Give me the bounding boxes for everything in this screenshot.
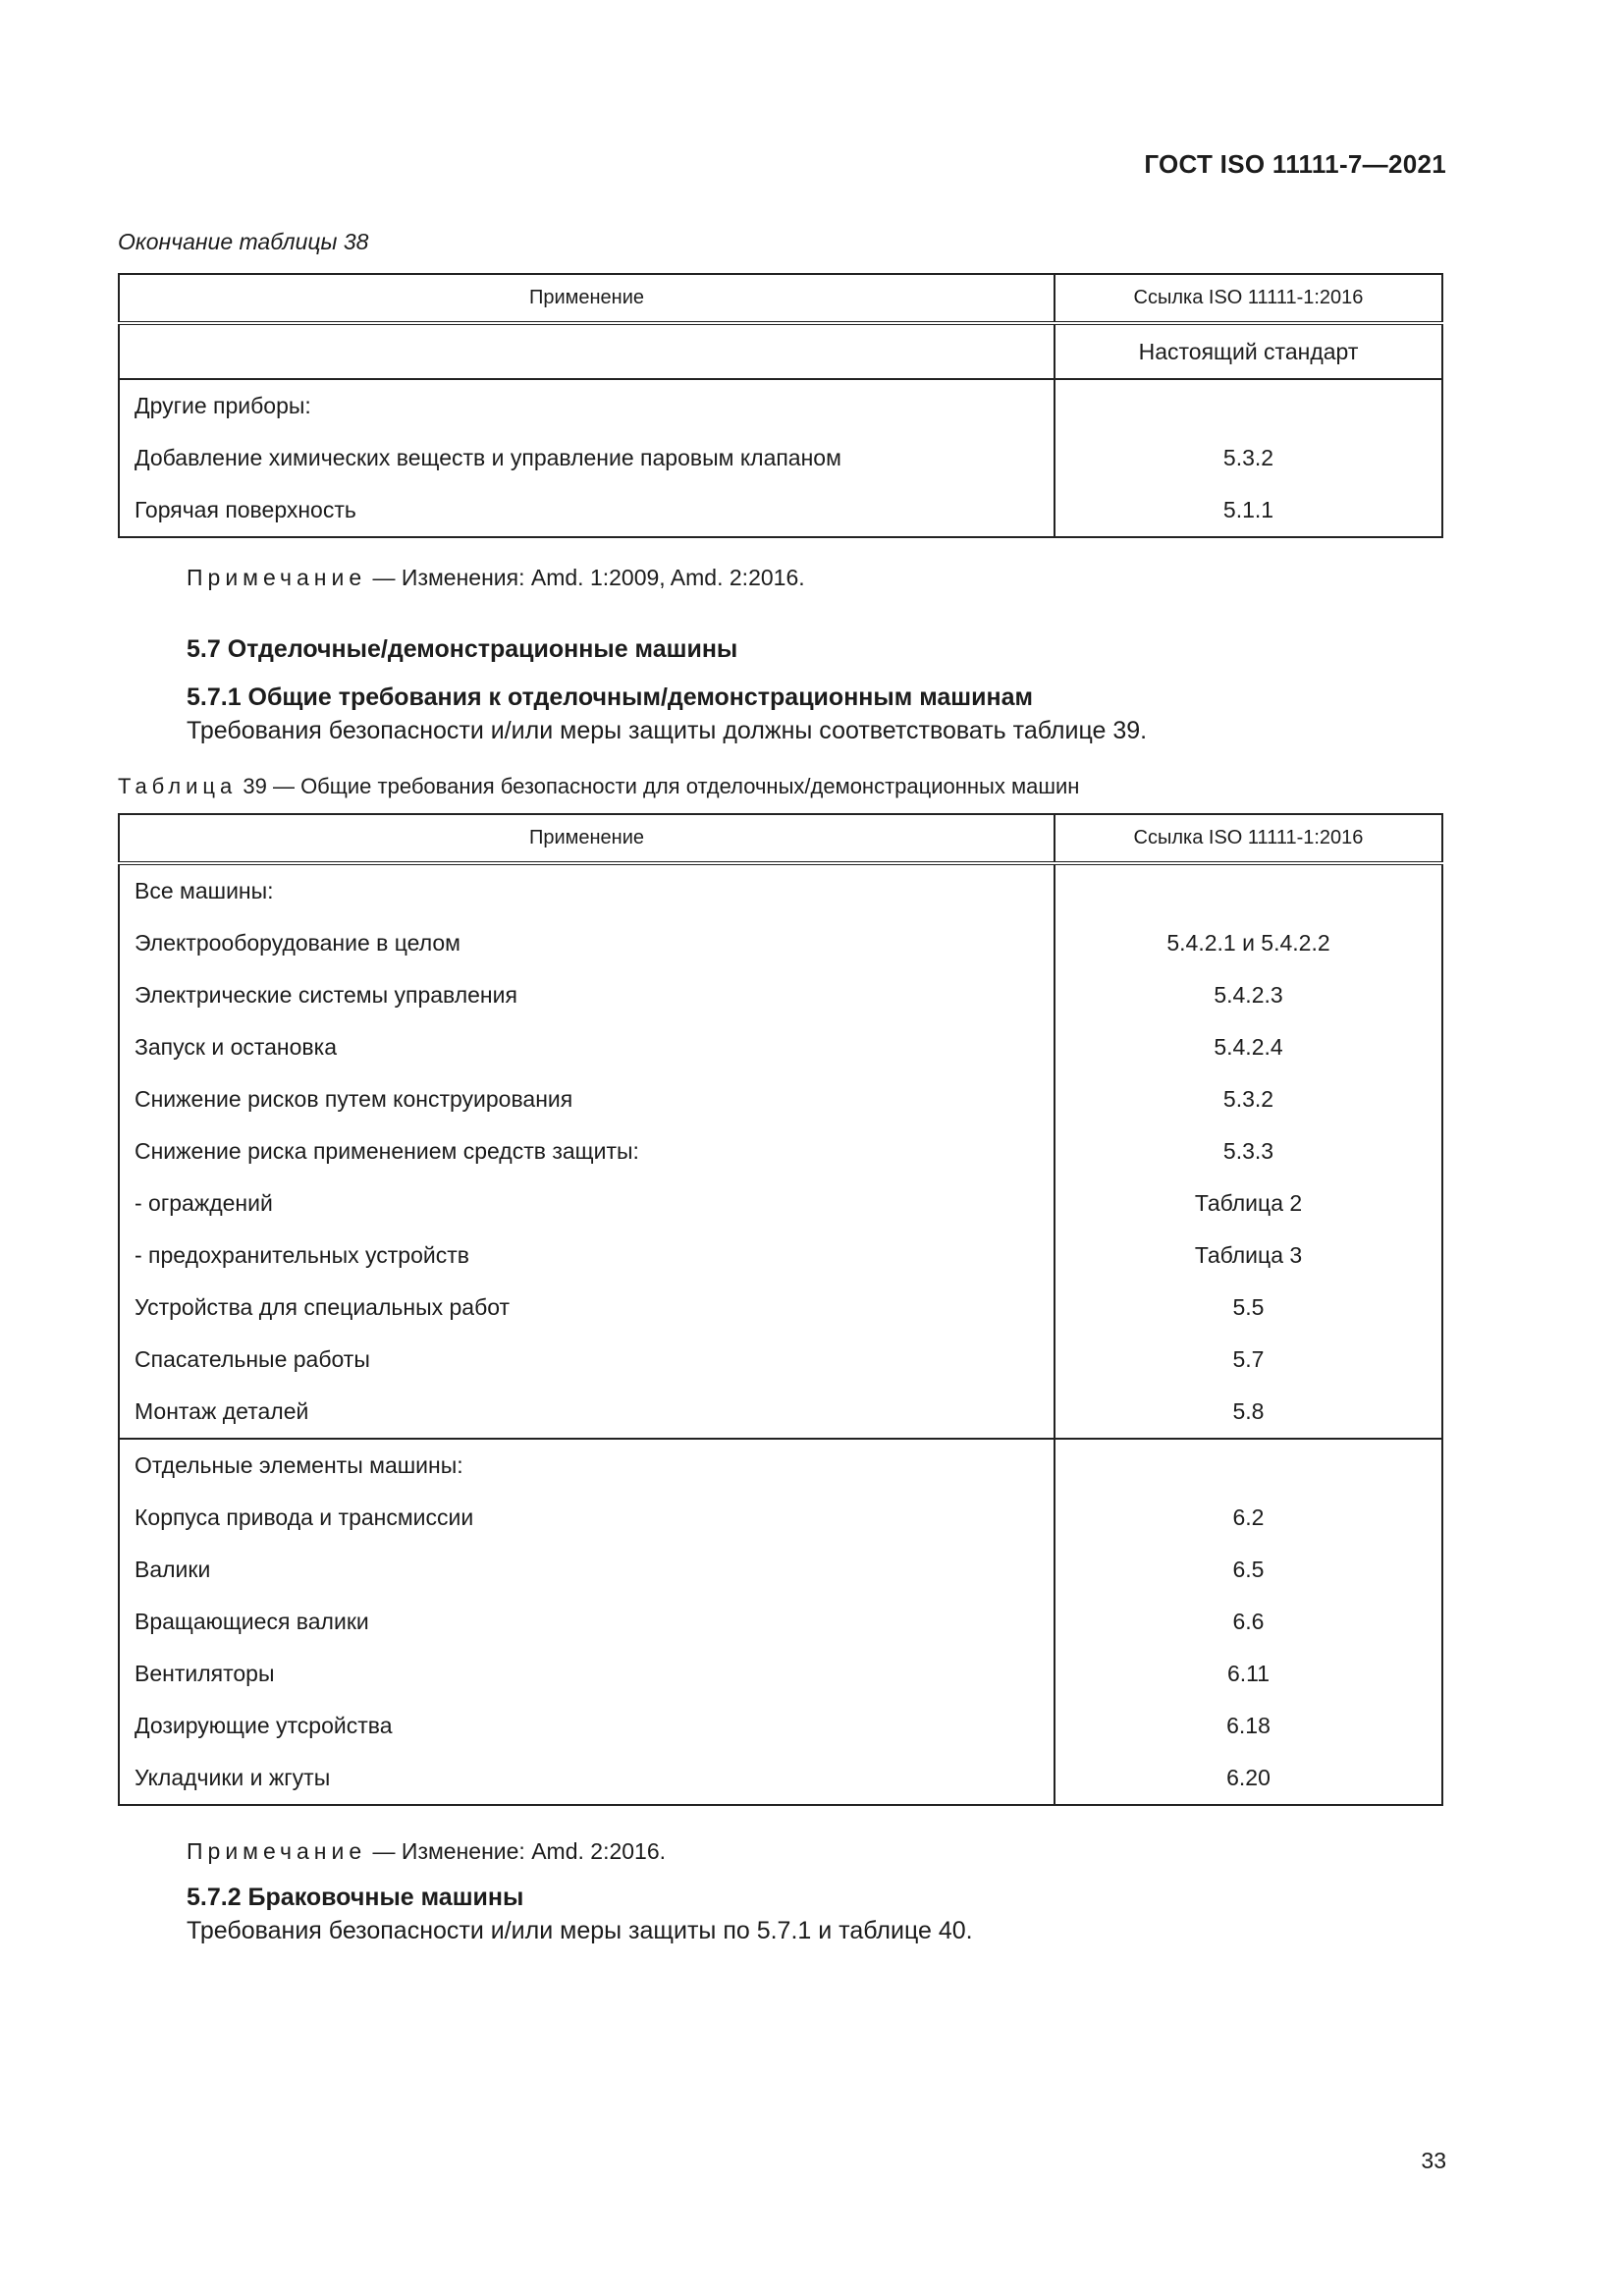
table-row xyxy=(119,1282,1442,1334)
table39-row-label: Спасательные работы xyxy=(135,1346,370,1372)
table38-continuation-caption: Окончание таблицы 38 xyxy=(118,229,369,254)
table39-row-label: Снижение рисков путем конструирования xyxy=(135,1086,573,1112)
page-number: 33 xyxy=(1421,2148,1446,2173)
table39-row-ref xyxy=(1055,1439,1442,1492)
table39-row-label: Дозирующие утсройства xyxy=(135,1713,393,1738)
table39-row-label: Электрооборудование в целом xyxy=(135,930,460,956)
table39-row-ref: Таблица 2 xyxy=(1055,1177,1442,1230)
table-row xyxy=(119,432,1442,484)
section-5-7-2-heading: 5.7.2 Браковочные машины xyxy=(187,1884,524,1911)
table-38 xyxy=(118,273,1443,538)
table38-col-application: Применение xyxy=(119,274,1055,323)
table39-row-label: Отдельные элементы машины: xyxy=(135,1452,463,1478)
table39-row-label: Запуск и остановка xyxy=(135,1034,338,1060)
table39-row-label: - предохранительных устройств xyxy=(135,1242,469,1268)
table-row xyxy=(119,1073,1442,1125)
note-text: — Изменение: Amd. 2:2016. xyxy=(366,1838,667,1864)
table39-row-ref: 5.4.2.1 и 5.4.2.2 xyxy=(1055,917,1442,969)
table-row xyxy=(119,917,1442,969)
table38-note xyxy=(187,565,805,591)
table-row xyxy=(119,379,1442,432)
table39-caption-text: 39 — Общие требования безопасности для отделочных/демонстрационных машин xyxy=(237,774,1080,798)
table38-header-row xyxy=(119,274,1442,323)
table-row xyxy=(119,863,1442,917)
table38-row-label: Другие приборы: xyxy=(135,393,311,418)
table39-row-label: Вращающиеся валики xyxy=(135,1609,369,1634)
table39-row-label: Вентиляторы xyxy=(135,1661,275,1686)
table39-row-label: - ограждений xyxy=(135,1190,273,1216)
table39-row-label: Снижение риска применением средств защиты: xyxy=(135,1138,639,1164)
table38-subheader-reference: Настоящий стандарт xyxy=(1055,323,1442,379)
section-5-7-1-text: Требования безопасности и/или меры защиты должны соответствовать таблице 39. xyxy=(187,717,1148,744)
table38-row-ref xyxy=(1055,379,1442,432)
note-label: Примечание xyxy=(187,565,367,590)
table38-row-ref: 5.1.1 xyxy=(1055,484,1442,537)
table39-row-label: Устройства для специальных работ xyxy=(135,1294,511,1320)
table39-row-label: Электрические системы управления xyxy=(135,982,517,1008)
table39-row-ref: 5.8 xyxy=(1055,1386,1442,1439)
table39-header-row xyxy=(119,814,1442,863)
section-5-7-heading: 5.7 Отделочные/демонстрационные машины xyxy=(187,635,738,663)
table39-row-label: Укладчики и жгуты xyxy=(135,1765,331,1790)
table39-row-label: Монтаж деталей xyxy=(119,1386,1055,1439)
table39-caption xyxy=(118,774,1079,799)
section-5-7-2-text: Требования безопасности и/или меры защиты по 5.7.1 и таблице 40. xyxy=(187,1917,973,1944)
table-row xyxy=(119,1492,1442,1544)
table39-col-reference: Ссылка ISO 11111-1:2016 xyxy=(1055,814,1442,863)
document-code-header: ГОСТ ISO 11111-7—2021 xyxy=(1144,149,1446,179)
table-row xyxy=(119,1230,1442,1282)
table39-row-ref: 6.18 xyxy=(1055,1700,1442,1752)
table39-row-ref: 6.5 xyxy=(1055,1544,1442,1596)
table39-row-label: Валики xyxy=(135,1557,211,1582)
table39-row-label: Все машины: xyxy=(135,878,274,903)
table39-row-ref: 6.11 xyxy=(1055,1648,1442,1700)
table-row xyxy=(119,1177,1442,1230)
table39-row-ref: 6.20 xyxy=(1055,1752,1442,1805)
table-row xyxy=(119,1596,1442,1648)
table39-row-ref: 5.3.2 xyxy=(1055,1073,1442,1125)
table-row xyxy=(119,969,1442,1021)
table39-row-ref: 6.6 xyxy=(1055,1596,1442,1648)
table-row xyxy=(119,1752,1442,1805)
table39-caption-label: Таблица xyxy=(118,774,238,798)
table38-row-label: Добавление химических веществ и управление паровым клапаном xyxy=(135,445,841,470)
table-row xyxy=(119,1334,1442,1386)
table-row xyxy=(119,484,1442,537)
table39-row-label: Корпуса привода и трансмиссии xyxy=(135,1504,474,1530)
note-label: Примечание xyxy=(187,1838,367,1864)
table38-subheader-row xyxy=(119,323,1442,379)
table38-row-ref: 5.3.2 xyxy=(1055,432,1442,484)
table-39 xyxy=(118,813,1443,1806)
note-text: — Изменения: Amd. 1:2009, Amd. 2:2016. xyxy=(366,565,805,590)
table-row xyxy=(119,1648,1442,1700)
table39-row-ref xyxy=(1055,863,1442,917)
table39-row-ref: 6.2 xyxy=(1055,1492,1442,1544)
table39-row-ref: Таблица 3 xyxy=(1055,1230,1442,1282)
table39-row-ref: 5.3.3 xyxy=(1055,1125,1442,1177)
table-row xyxy=(119,1439,1442,1492)
table-row xyxy=(119,1021,1442,1073)
table39-note xyxy=(187,1838,666,1865)
table39-row-ref: 5.4.2.3 xyxy=(1055,969,1442,1021)
table39-row-ref: 5.5 xyxy=(1055,1282,1442,1334)
table-row xyxy=(119,1386,1442,1439)
table39-col-application: Применение xyxy=(119,814,1055,863)
table39-row-ref: 5.7 xyxy=(1055,1334,1442,1386)
table-row xyxy=(119,1125,1442,1177)
table-row xyxy=(119,1544,1442,1596)
table39-row-ref: 5.4.2.4 xyxy=(1055,1021,1442,1073)
table38-row-label: Горячая поверхность xyxy=(135,497,356,522)
section-5-7-1-heading: 5.7.1 Общие требования к отделочным/демонстрационным машинам xyxy=(187,683,1033,711)
table-row xyxy=(119,1700,1442,1752)
table38-col-reference: Ссылка ISO 11111-1:2016 xyxy=(1055,274,1442,323)
